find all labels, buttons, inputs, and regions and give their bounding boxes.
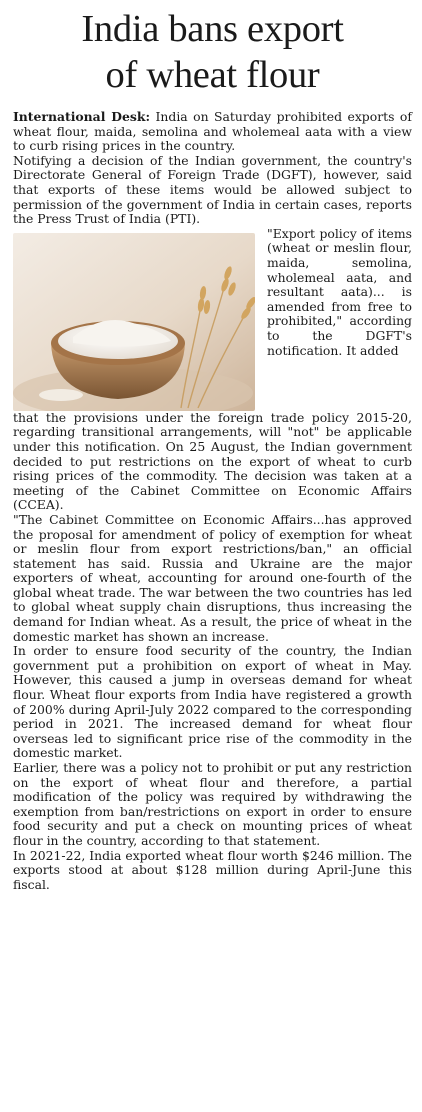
headline-line-2: of wheat flour — [105, 54, 320, 96]
paragraph: In 2021-22, India exported wheat flour worth $246 million. The exports stood at about $128 million during April-June this fiscal. — [13, 847, 412, 892]
figure-row — [13, 227, 412, 411]
dateline: International Desk: — [13, 109, 151, 124]
wrapped-text: "Export policy of items (wheat or meslin flour, maida, semolina, wholemeal aata, and resultant aata)... is amended from free to prohibited," according to the DGFT's notification. It added — [267, 225, 412, 358]
paragraph: In order to ensure food security of the country, the Indian government put a prohibition on export of wheat in May. However, this caused a jump in overseas demand for wheat flour. Wheat flour exports from India have registered a growth of 200% during April-July 2022 compared to the corresponding period in 2021. The increased demand for wheat flour overseas led to significant price rise of the commodity in the domestic market. — [13, 643, 412, 761]
paragraph: "The Cabinet Committee on Economic Affairs...has approved the proposal for amendment of policy of exemption for wheat or meslin flour from export restrictions/ban," an official statement has said. Russia and Ukraine are the major exporters of wheat, accounting for around one-fourth of the global wheat trade. The war between the two countries has led to global wheat supply chain disruptions, thus increasing the demand for Indian wheat. As a result, the price of wheat in the domestic market has shown an increase. — [13, 511, 412, 644]
paragraph: that the provisions under the foreign trade policy 2015-20, regarding transitional arrangements, will "not" be applicable under this notification. On 25 August, the Indian government decided to put restrictions on the export of wheat to curb rising prices of the commodity. The decision was taken at a meeting of the Cabinet Committee on Economic Affairs (CCEA). — [13, 409, 412, 513]
headline-line-1: India bans export — [81, 8, 344, 50]
flour-bowl-photo — [13, 233, 255, 411]
paragraph: Notifying a decision of the Indian government, the country's Directorate General of Foreign Trade (DGFT), however, said that exports of these items would be allowed subject to permission of the government of India in certain cases, reports the Press Trust of India (PTI). — [13, 152, 412, 227]
lead-text: India on Saturday prohibited exports of wheat flour, maida, semolina and wholemeal aata with a view to curb rising prices in the country. — [13, 109, 412, 154]
paragraph: Earlier, there was a policy not to prohibit or put any restriction on the export of wheat flour and therefore, a partial modification of the policy was required by withdrawing the exemption from ban/restrictions on export in order to ensure food security and put a check on mounting prices of wheat flour in the country, according to that statement. — [13, 760, 412, 848]
headline — [13, 4, 412, 98]
article-body — [13, 110, 412, 892]
paragraph-lead — [13, 110, 412, 154]
